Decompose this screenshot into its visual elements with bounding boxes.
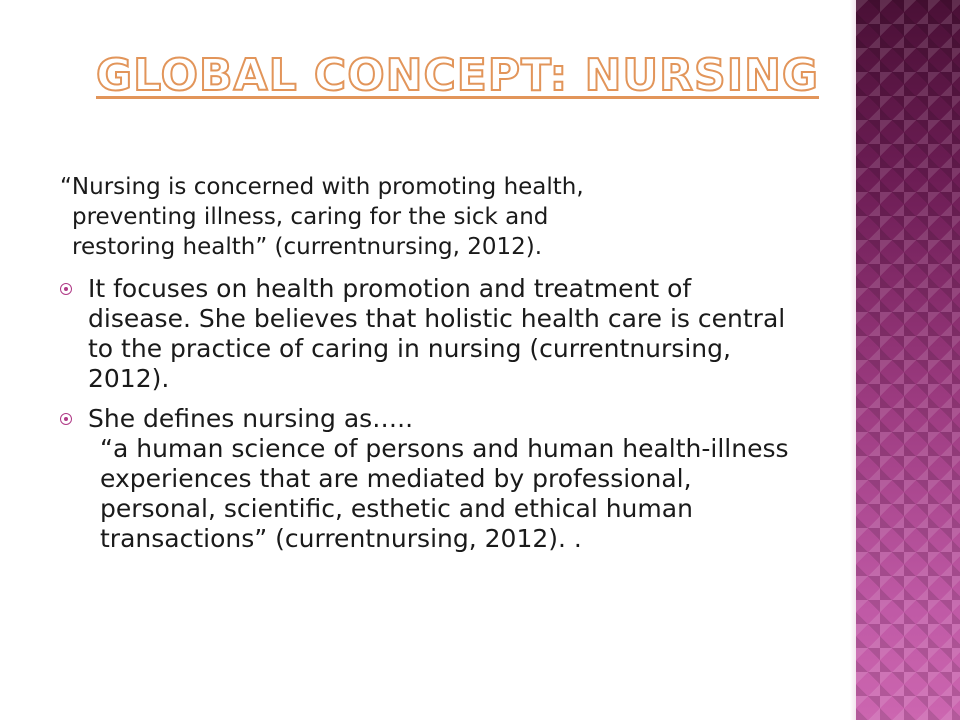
bullet-text: It focuses on health promotion and treatment of disease. She believes that holistic health care is central to the practice of caring in nursing (currentnursing, 2012).	[88, 274, 786, 393]
decorative-side-panel	[856, 0, 960, 720]
bullet-item-definition	[60, 404, 800, 554]
slide-title: GLOBAL CONCEPT: NURSING	[96, 50, 820, 101]
intro-line-3: restoring health” (currentnursing, 2012).	[72, 234, 543, 260]
intro-line-2: preventing illness, caring for the sick and	[72, 204, 549, 230]
bullet-item-health-promotion	[60, 274, 800, 394]
bullet-lead-text: She defines nursing as…..	[88, 404, 414, 433]
intro-line-1: “Nursing is concerned with promoting health,	[60, 174, 584, 200]
definition-quote: “a human science of persons and human health-illness experiences that are mediated by professional, personal, scientific, esthetic and ethical human transactions” (currentnursing, 2012). .	[100, 434, 789, 553]
intro-paragraph	[60, 172, 800, 262]
target-bullet-icon	[60, 283, 72, 295]
target-bullet-icon	[60, 413, 72, 425]
slide-body	[60, 172, 800, 564]
